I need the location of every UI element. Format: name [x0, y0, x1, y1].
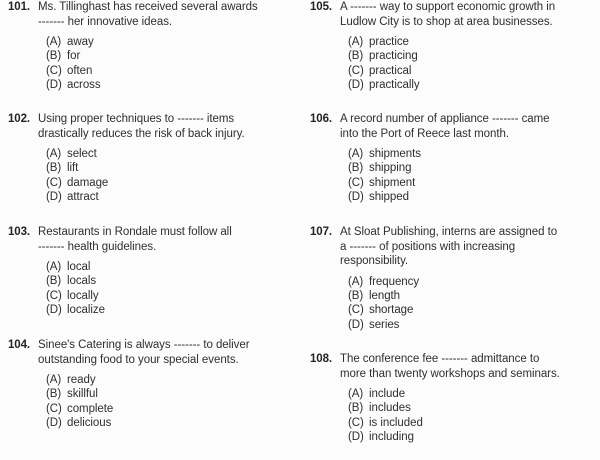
choice-text: shipping — [369, 162, 412, 175]
question-stem-line: outstanding food to your special events. — [38, 353, 239, 366]
choice-letter: (A) — [46, 261, 62, 274]
choice-text: attract — [67, 191, 99, 204]
choice-option[interactable] — [348, 275, 592, 289]
choice-list — [46, 35, 290, 92]
left-column — [8, 0, 298, 445]
choice-text: includes — [369, 402, 411, 415]
choice-option[interactable] — [46, 190, 290, 204]
question-101 — [8, 0, 290, 108]
question-head — [8, 112, 290, 141]
choice-letter: (C) — [348, 176, 364, 189]
question-107 — [310, 225, 592, 348]
choice-text: localize — [67, 304, 105, 317]
choice-letter: (D) — [348, 79, 364, 92]
choice-text: complete — [67, 402, 114, 415]
question-number: 107. — [310, 226, 332, 238]
choice-option[interactable] — [348, 303, 592, 317]
question-stem-line: A ------- way to support economic growth in — [340, 1, 556, 13]
choice-list — [46, 260, 290, 317]
choice-letter: (D) — [348, 431, 364, 444]
choice-letter: (C) — [348, 304, 364, 317]
question-stem-line: more than twenty workshops and seminars. — [340, 367, 560, 380]
choice-letter: (B) — [348, 290, 364, 303]
question-stem — [340, 352, 592, 381]
choice-letter: (D) — [46, 191, 62, 204]
choice-option[interactable] — [348, 176, 592, 190]
choice-text: delicious — [67, 417, 112, 430]
choice-text: including — [369, 431, 414, 444]
choice-letter: (A) — [46, 148, 62, 161]
question-number: 105. — [310, 1, 332, 13]
choice-text: damage — [67, 176, 109, 189]
question-stem-line: Sinee's Catering is always ------- to deliver — [38, 339, 250, 351]
choice-option[interactable] — [46, 176, 290, 190]
choice-text: ready — [67, 374, 96, 387]
choice-letter: (D) — [46, 417, 62, 430]
choice-letter: (D) — [46, 304, 62, 317]
choice-text: local — [67, 261, 91, 274]
choice-text: frequency — [369, 275, 420, 288]
question-stem-line: responsibility. — [340, 255, 409, 268]
choice-option[interactable] — [46, 373, 290, 387]
choice-list — [46, 373, 290, 430]
question-head — [310, 225, 592, 269]
question-stem-line: A record number of appliance ------- came — [340, 113, 550, 125]
choice-letter: (D) — [46, 79, 62, 92]
choice-text: practice — [369, 36, 409, 49]
choice-list — [348, 147, 592, 204]
question-head — [310, 0, 592, 29]
choice-option[interactable] — [46, 147, 290, 161]
choice-text: shipped — [369, 191, 409, 204]
choice-letter: (B) — [348, 162, 364, 175]
choice-option[interactable] — [348, 64, 592, 78]
choice-letter: (B) — [348, 50, 364, 63]
choice-list — [348, 35, 592, 92]
choice-option[interactable] — [46, 402, 290, 416]
choice-option[interactable] — [348, 289, 592, 303]
question-number: 101. — [8, 1, 30, 13]
choice-option[interactable] — [348, 416, 592, 430]
question-stem — [38, 225, 290, 254]
choice-letter: (A) — [46, 36, 62, 49]
choice-text: lift — [67, 162, 79, 175]
question-head — [8, 338, 290, 367]
choice-option[interactable] — [348, 147, 592, 161]
choice-option[interactable] — [348, 401, 592, 415]
choice-text: is included — [369, 416, 423, 429]
question-number: 102. — [8, 113, 30, 125]
choice-text: shipments — [369, 148, 421, 161]
question-103 — [8, 225, 290, 333]
choice-letter: (A) — [348, 148, 364, 161]
choice-option[interactable] — [348, 318, 592, 332]
choice-letter: (B) — [46, 275, 62, 288]
choice-text: for — [67, 50, 81, 63]
question-stem-line: Ludlow City is to shop at area businesses. — [340, 15, 553, 28]
question-stem-line: Ms. Tillinghast has received several awards — [38, 1, 258, 13]
choice-letter: (D) — [348, 191, 364, 204]
choice-option[interactable] — [46, 387, 290, 401]
choice-option[interactable] — [46, 260, 290, 274]
choice-letter: (C) — [348, 416, 364, 429]
choice-option[interactable] — [46, 78, 290, 92]
question-stem — [38, 338, 290, 367]
choice-option[interactable] — [348, 78, 592, 92]
choice-letter: (B) — [46, 50, 62, 63]
question-stem-line: ------- health guidelines. — [38, 240, 157, 253]
question-number: 106. — [310, 113, 332, 125]
choice-letter: (A) — [348, 388, 364, 401]
question-105 — [310, 0, 592, 108]
question-stem — [340, 112, 592, 141]
choice-letter: (C) — [46, 64, 62, 77]
choice-option[interactable] — [348, 190, 592, 204]
choice-text: practically — [369, 79, 420, 92]
question-stem-line: a ------- of positions with increasing — [340, 240, 516, 253]
question-102 — [8, 112, 290, 220]
choice-option[interactable] — [46, 274, 290, 288]
question-number: 103. — [8, 226, 30, 238]
question-number: 104. — [8, 339, 30, 351]
choice-text: series — [369, 318, 400, 331]
choice-text: skillful — [67, 388, 98, 401]
choice-text: shortage — [369, 304, 414, 317]
question-106 — [310, 112, 592, 220]
choice-option[interactable] — [46, 416, 290, 430]
choice-option[interactable] — [348, 387, 592, 401]
choice-list — [46, 147, 290, 204]
choice-letter: (A) — [46, 374, 62, 387]
question-stem-line: Restaurants in Rondale must follow all — [38, 226, 232, 238]
question-108 — [310, 352, 592, 460]
right-column — [310, 0, 600, 445]
question-head — [310, 352, 592, 381]
choice-letter: (B) — [46, 388, 62, 401]
choice-option[interactable] — [46, 289, 290, 303]
question-head — [8, 0, 290, 29]
choice-text: locals — [67, 275, 97, 288]
choice-letter: (D) — [348, 318, 364, 331]
question-stem-line: The conference fee ------- admittance to — [340, 353, 540, 365]
choice-text: across — [67, 79, 101, 92]
question-stem — [340, 225, 592, 269]
question-stem-line: At Sloat Publishing, interns are assigned to — [340, 226, 558, 238]
choice-text: length — [369, 290, 401, 303]
choice-letter: (A) — [348, 275, 364, 288]
question-stem-line: drastically reduces the risk of back injury. — [38, 127, 245, 140]
choice-letter: (C) — [46, 402, 62, 415]
choice-option[interactable] — [46, 161, 290, 175]
question-stem — [340, 0, 592, 29]
choice-text: locally — [67, 289, 99, 302]
choice-letter: (C) — [46, 289, 62, 302]
question-stem — [38, 112, 290, 141]
question-number: 108. — [310, 353, 332, 365]
choice-letter: (C) — [348, 64, 364, 77]
choice-option[interactable] — [46, 35, 290, 49]
choice-option[interactable] — [348, 49, 592, 63]
question-stem-line: ------- her innovative ideas. — [38, 15, 173, 28]
choice-option[interactable] — [348, 35, 592, 49]
choice-letter: (B) — [46, 162, 62, 175]
question-stem-line: into the Port of Reece last month. — [340, 127, 509, 140]
choice-letter: (C) — [46, 176, 62, 189]
choice-text: practicing — [369, 50, 418, 63]
question-104 — [8, 338, 290, 446]
choice-text: often — [67, 64, 93, 77]
question-head — [8, 225, 290, 254]
choice-option[interactable] — [46, 64, 290, 78]
choice-text: shipment — [369, 176, 416, 189]
choice-list — [348, 387, 592, 444]
question-stem — [38, 0, 290, 29]
choice-option[interactable] — [348, 161, 592, 175]
choice-option[interactable] — [46, 49, 290, 63]
question-head — [310, 112, 592, 141]
question-stem-line: Using proper techniques to ------- items — [38, 113, 235, 125]
choice-list — [348, 275, 592, 332]
choice-text: practical — [369, 64, 412, 77]
choice-text: away — [67, 36, 94, 49]
choice-option[interactable] — [46, 303, 290, 317]
choice-text: include — [369, 388, 406, 401]
choice-letter: (B) — [348, 402, 364, 415]
choice-text: select — [67, 148, 97, 161]
choice-letter: (A) — [348, 36, 364, 49]
choice-option[interactable] — [348, 430, 592, 444]
